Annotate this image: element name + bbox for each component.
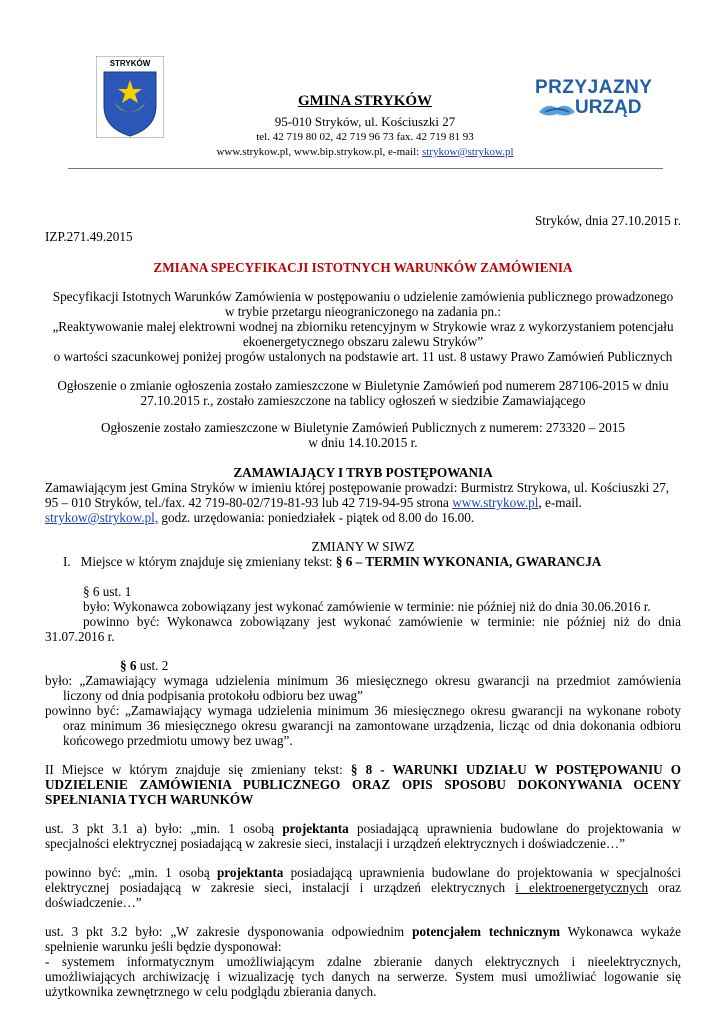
intro-line: Specyfikacji Istotnych Warunków Zamówienia w postępowaniu o udzielenie zamówienia publicznego prowadzonego [52, 289, 674, 304]
was-text: umożliwiających archiwizację i wizualizację tych danych na serwerze. System musi umożliwiać logowanie się [45, 969, 681, 984]
notice-line: w dniu 14.10.2015 r. [308, 435, 418, 450]
strykow-crest-icon [96, 56, 164, 138]
paragraph-ref: § 6 ust. 1 [83, 584, 132, 599]
email-link[interactable]: strykow@strykow.pl, [45, 510, 159, 525]
paragraph-rest: ust. 2 [136, 658, 169, 673]
paragraph-bold: § 6 [120, 658, 137, 673]
crest-label: STRYKÓW [109, 59, 151, 68]
item-bold: § 8 - WARUNKI UDZIAŁU W POSTĘPOWANIU O [350, 762, 681, 777]
change-item-2 [45, 762, 681, 777]
should-text [45, 865, 681, 880]
document-title: ZMIANA SPECYFIKACJI ISTOTNYCH WARUNKÓW ZAMÓWIENIA [153, 260, 573, 275]
item-text: Miejsce w którym znajduje się zmieniany tekst: [80, 554, 336, 569]
website-link[interactable]: www.strykow.pl [452, 495, 539, 510]
change-item-1 [63, 554, 699, 569]
item-bold: SPEŁNIANIA TYCH WARUNKÓW [45, 792, 254, 807]
section-line [45, 510, 681, 525]
was-text [45, 821, 681, 836]
was-text [45, 924, 681, 939]
was-text: było: „Zamawiający wymaga udzielenia minimum 36 miesięcznego okresu gwarancji na przedmiot zamówienia [45, 673, 681, 688]
header-address: 95-010 Stryków, ul. Kościuszki 27 [274, 114, 456, 129]
text-bold: projektanta [282, 821, 349, 836]
text-part: powinno być: „min. 1 osobą [45, 865, 217, 880]
item-text: II Miejsce w którym znajduje się zmieniany tekst: [45, 762, 351, 777]
should-text: powinno być: Wykonawca zobowiązany jest wykonać zamówienie w terminie: nie później niż do dnia [83, 614, 681, 629]
intro-line: w trybie przetargu nieograniczonego na zadania pn.: [224, 304, 502, 319]
section-line-text: 95 – 010 Stryków, tel./fax. 42 719-80-02/719-81-93 lub 42 719-94-95 strona [45, 495, 453, 510]
przyjazny-urzad-logo [535, 78, 655, 124]
section-line [45, 495, 681, 510]
header-divider [68, 168, 663, 169]
was-text: było: Wykonawca zobowiązany jest wykonać zamówienie w terminie: nie później niż do dnia 30.06.2016 r. [83, 599, 651, 614]
was-text: użytkownika zewnętrznego w celu podglądu zbierania danych. [45, 984, 377, 999]
reference-number: IZP.271.49.2015 [45, 229, 133, 244]
document-date: Stryków, dnia 27.10.2015 r. [534, 213, 681, 228]
was-text: spełnienie warunku jeśli będzie dysponował: [45, 939, 282, 954]
should-text: doświadczenie…” [45, 895, 142, 910]
header-web-text: www.strykow.pl, www.bip.strykow.pl, e-mail: [216, 146, 422, 158]
was-text: liczony od dnia podpisania protokołu odbioru bez uwag” [63, 688, 363, 703]
text-underlined: i elektroenergetycznych [515, 880, 649, 895]
intro-line: „Reaktywowanie małej elektrowni wodnej na zbiorniku retencyjnym w Strykowie wraz z wykorzystaniem potencjału [52, 319, 674, 334]
item-number: I. [63, 554, 71, 569]
section-line: Zamawiającym jest Gmina Stryków w imieniu której postępowanie prowadzi: Burmistrz Strykowa, ul. Kościuszki 27, [45, 480, 670, 495]
should-text: końcowego przedmiotu umowy bez uwag”. [63, 733, 293, 748]
paragraph-ref [120, 658, 725, 673]
changes-heading: ZMIANY W SIWZ [311, 539, 415, 554]
should-text: oraz minimum 36 miesięcznego okresu gwarancji na zamontowane urządzenia, licząc od dnia dokonania odbioru [63, 718, 681, 733]
text-bold: projektanta [216, 865, 284, 880]
section-line-text: godz. urzędowania: poniedziałek - piątek od 8.00 do 16.00. [158, 510, 475, 525]
text-bold: potencjałem technicznym [412, 924, 560, 939]
notice-line: 27.10.2015 r., zostało zamieszczone na tablicy ogłoszeń w siedzibie Zamawiającego [140, 393, 586, 408]
text-part: Wykonawca wykaże [559, 924, 681, 939]
text-part: posiadającą uprawnienia budowlane do projektowania w [348, 821, 681, 836]
notice-line: Ogłoszenie zostało zamieszczone w Biuletynie Zamówień Publicznych z numerem: 273320 – 2015 [100, 420, 626, 435]
section-heading: ZAMAWIAJĄCY I TRYB POSTĘPOWANIA [233, 465, 493, 480]
text-part: posiadającą uprawnienia budowlane do projektowania w specjalności [283, 865, 681, 880]
header-phones: tel. 42 719 80 02, 42 719 96 73 fax. 42 719 81 93 [256, 131, 474, 143]
logo-line-2: URZĄD [575, 97, 642, 118]
was-text: specjalności elektrycznej posiadającą w zakresie sieci, instalacji i urządzeń elektrycznych i doświadczenie…” [45, 836, 625, 851]
logo-line-1: PRZYJAZNY [535, 77, 653, 98]
handshake-icon [537, 100, 577, 120]
item-bold: § 6 – TERMIN WYKONANIA, GWARANCJA [335, 554, 602, 569]
intro-line: ekoenergetycznego obszaru zalewu Stryków” [242, 334, 484, 349]
text-part: elektrycznej posiadającą w zakresie sieci, instalacji i urządzeń elektrycznych [45, 880, 516, 895]
text-part: oraz [648, 880, 681, 895]
was-text: - systemem informatycznym umożliwiającym zdalne zbieranie danych elektrycznych i nieelektrycznych, [45, 954, 681, 969]
text-part: ust. 3 pkt 3.1 a) było: „min. 1 osobą [45, 821, 283, 836]
section-line-text: , e-mail. [538, 495, 582, 510]
should-text [45, 880, 681, 895]
page-title: GMINA STRYKÓW [297, 93, 433, 109]
header-email-link[interactable]: strykow@strykow.pl [421, 146, 514, 158]
item-bold: UDZIELENIE ZAMÓWIENIA PUBLICZNEGO ORAZ OPIS SPOSOBU DOKONYWANIA OCENY [45, 777, 681, 792]
should-text: powinno być: „Zamawiający wymaga udzielenia minimum 36 miesięcznego okresu gwarancji na wykonane roboty [45, 703, 681, 718]
text-part: ust. 3 pkt 3.2 było: „W zakresie dysponowania odpowiednim [45, 924, 413, 939]
should-text: 31.07.2016 r. [45, 629, 115, 644]
notice-line: Ogłoszenie o zmianie ogłoszenia zostało zamieszczone w Biuletynie Zamówień pod numerem 287106-2015 w dniu [57, 378, 669, 393]
header-web [150, 146, 580, 158]
intro-line: o wartości szacunkowej poniżej progów ustalonych na podstawie art. 11 ust. 8 ustawy Prawo Zamówień Publicznych [53, 349, 673, 364]
